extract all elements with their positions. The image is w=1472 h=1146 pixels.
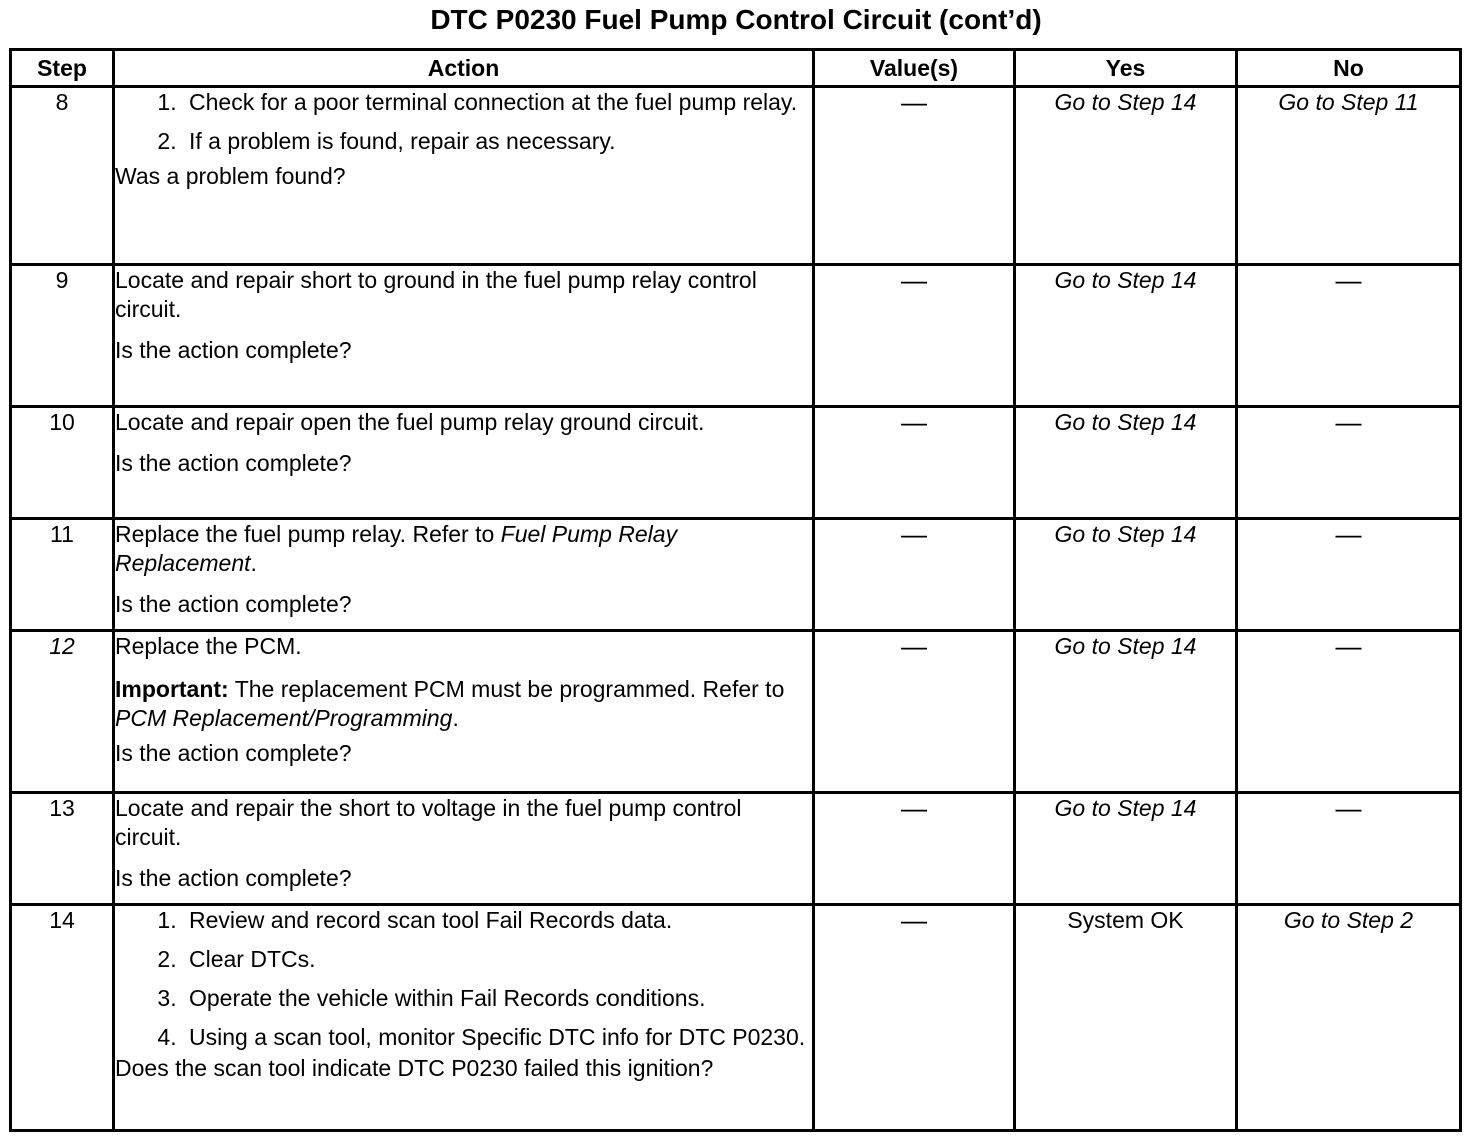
yes-cell: Go to Step 14 <box>1015 519 1237 631</box>
action-text: Locate and repair open the fuel pump relay ground circuit. <box>115 409 705 435</box>
step-number: 11 <box>11 519 114 631</box>
action-item: 3. Operate the vehicle within Fail Records conditions. <box>183 984 812 1013</box>
action-text-end: . <box>250 550 257 576</box>
action-question: Is the action complete? <box>115 450 352 476</box>
step-number: 8 <box>11 87 114 265</box>
header-values: Value(s) <box>814 50 1015 87</box>
action-item: 1. Review and record scan tool Fail Records data. <box>183 906 812 935</box>
action-text: Locate and repair short to ground in the fuel pump relay control circuit. <box>115 267 757 322</box>
step-number: 12 <box>11 631 114 793</box>
yes-cell: Go to Step 14 <box>1015 87 1237 265</box>
action-text: Locate and repair the short to voltage in the fuel pump control circuit. <box>115 795 742 850</box>
table-row <box>11 407 1461 519</box>
value-cell: — <box>814 793 1015 905</box>
reference-link[interactable]: Fuel Pump Relay Replacement <box>115 521 678 576</box>
important-text: The replacement PCM must be programmed. Refer to <box>228 676 785 702</box>
action-item: 1. Check for a poor terminal connection at the fuel pump relay. <box>183 88 812 117</box>
value-cell: — <box>814 265 1015 407</box>
page-title: DTC P0230 Fuel Pump Control Circuit (cont’d) <box>430 4 1042 35</box>
value-cell: — <box>814 905 1015 1131</box>
table-row <box>11 519 1461 631</box>
no-cell: — <box>1237 519 1461 631</box>
yes-cell: System OK <box>1015 905 1237 1131</box>
no-cell: Go to Step 2 <box>1237 905 1461 1131</box>
no-cell: — <box>1237 407 1461 519</box>
action-text-main: Replace the fuel pump relay. Refer to <box>115 521 501 547</box>
action-cell <box>114 265 814 407</box>
action-question: Is the action complete? <box>115 865 352 891</box>
action-cell <box>114 631 814 793</box>
no-cell: — <box>1237 265 1461 407</box>
important-end: . <box>452 705 459 731</box>
header-yes: Yes <box>1015 50 1237 87</box>
yes-cell: Go to Step 14 <box>1015 407 1237 519</box>
action-cell <box>114 87 814 265</box>
table-row <box>11 631 1461 793</box>
value-cell: — <box>814 519 1015 631</box>
table-row <box>11 793 1461 905</box>
step-number: 9 <box>11 265 114 407</box>
yes-cell: Go to Step 14 <box>1015 631 1237 793</box>
action-cell <box>114 905 814 1131</box>
action-question: Is the action complete? <box>115 337 352 363</box>
action-question: Is the action complete? <box>115 591 352 617</box>
action-item: 2. Clear DTCs. <box>183 945 812 974</box>
header-no: No <box>1237 50 1461 87</box>
action-question: Is the action complete? <box>115 740 352 766</box>
no-cell: — <box>1237 631 1461 793</box>
action-text: Replace the PCM. <box>115 633 302 659</box>
action-item: 4. Using a scan tool, monitor Specific DTC info for DTC P0230. <box>183 1023 812 1052</box>
value-cell: — <box>814 631 1015 793</box>
table-row <box>11 905 1461 1131</box>
action-question: Was a problem found? <box>115 163 346 189</box>
value-cell: — <box>814 407 1015 519</box>
step-number: 14 <box>11 905 114 1131</box>
yes-cell: Go to Step 14 <box>1015 265 1237 407</box>
yes-cell: Go to Step 14 <box>1015 793 1237 905</box>
step-number: 13 <box>11 793 114 905</box>
action-item: 2. If a problem is found, repair as necessary. <box>183 127 812 156</box>
table-row <box>11 87 1461 265</box>
action-list <box>115 88 812 156</box>
action-question: Does the scan tool indicate DTC P0230 failed this ignition? <box>115 1055 714 1081</box>
reference-link[interactable]: PCM Replacement/Programming <box>115 705 453 731</box>
table-row <box>11 265 1461 407</box>
important-note <box>115 675 812 733</box>
action-cell <box>114 793 814 905</box>
action-cell <box>114 407 814 519</box>
header-row <box>11 50 1461 87</box>
diagnostic-table <box>9 48 1462 1132</box>
no-cell: — <box>1237 793 1461 905</box>
no-cell: Go to Step 11 <box>1237 87 1461 265</box>
action-list <box>115 906 812 1052</box>
important-label: Important: <box>115 676 229 702</box>
action-text <box>115 520 812 578</box>
header-step: Step <box>11 50 114 87</box>
action-cell <box>114 519 814 631</box>
value-cell: — <box>814 87 1015 265</box>
header-action: Action <box>114 50 814 87</box>
step-number: 10 <box>11 407 114 519</box>
